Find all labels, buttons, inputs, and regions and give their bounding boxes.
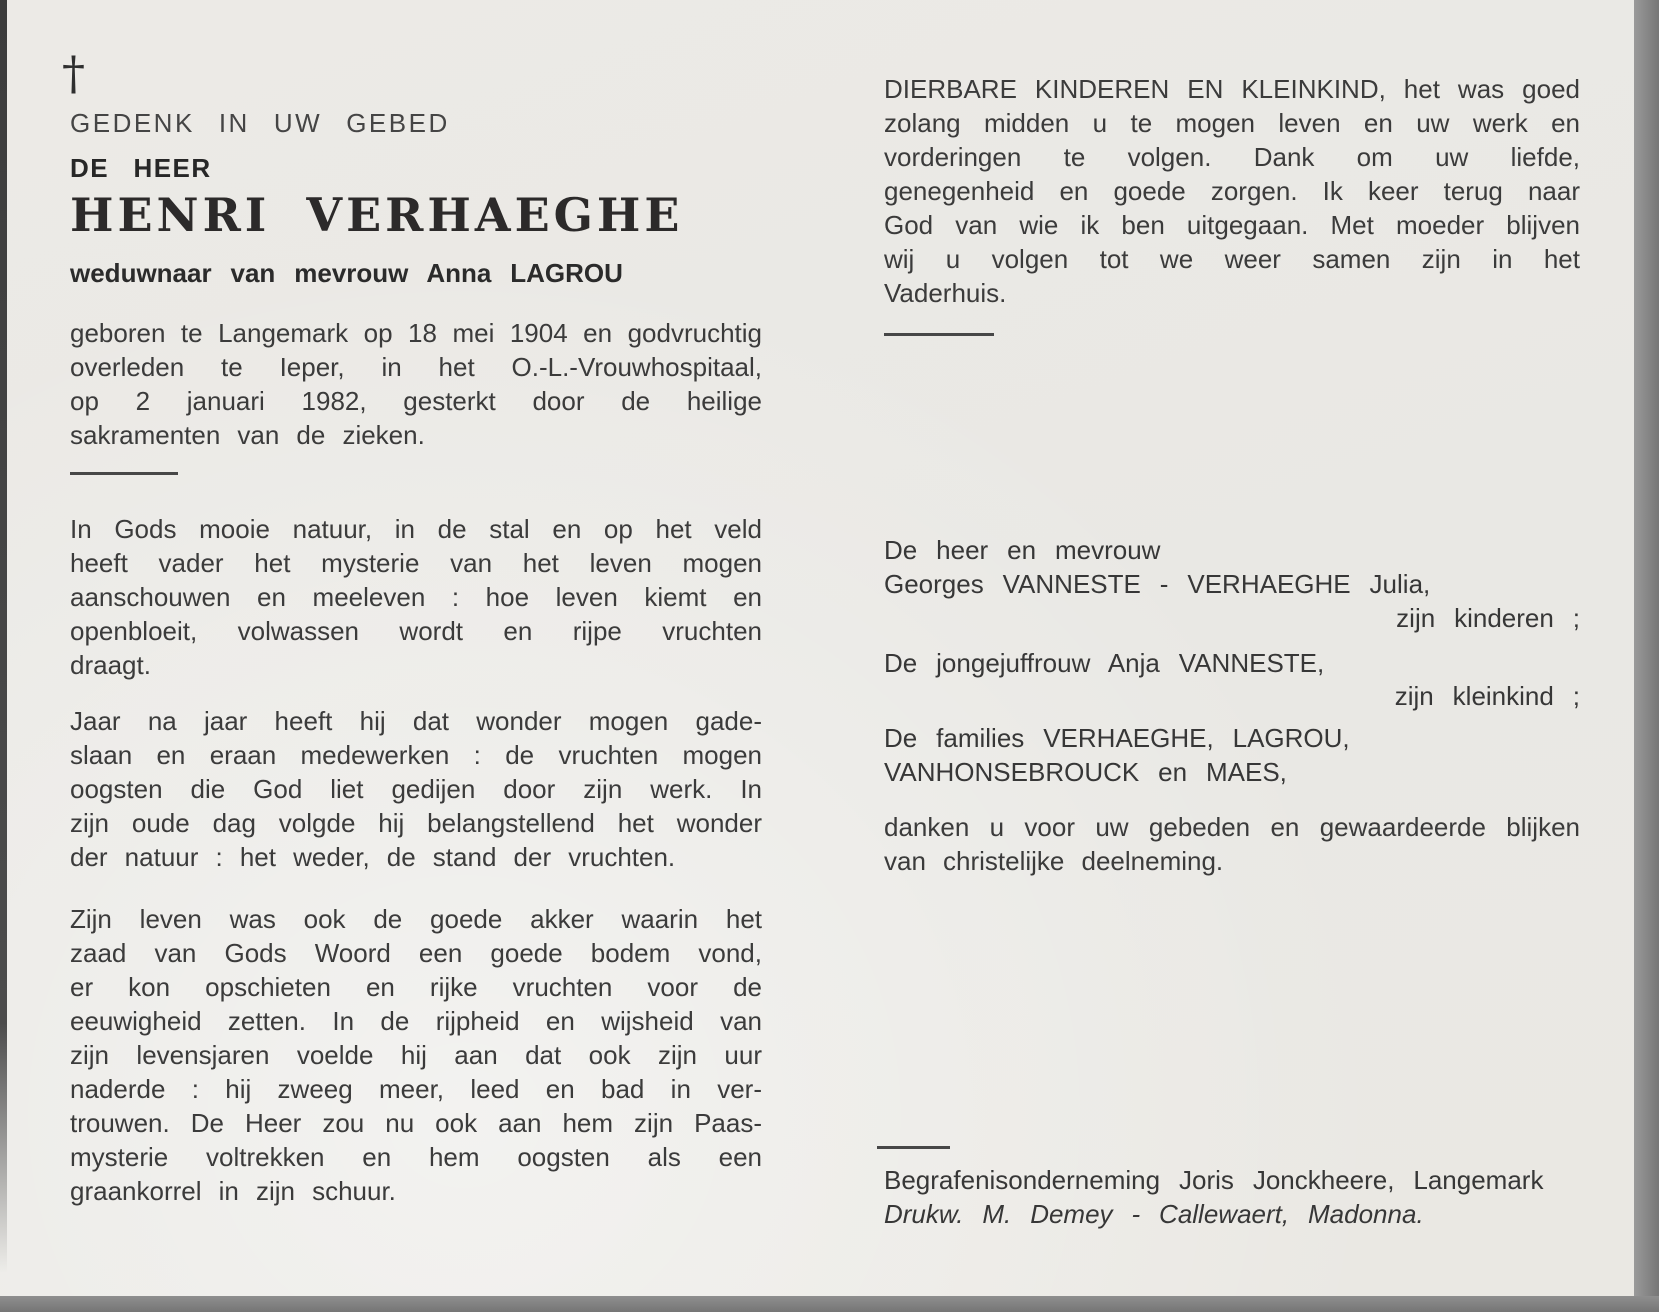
honorific: DE HEER xyxy=(70,153,212,183)
text-line: op 2 januari 1982, gesterkt door de heilige xyxy=(70,386,762,416)
text-line: In Gods mooie natuur, in de stal en op het veld xyxy=(70,514,762,544)
text-line: God van wie ik ben uitgegaan. Met moeder blijven xyxy=(884,210,1580,240)
text-line: oogsten die God liet gedijen door zijn werk. In xyxy=(70,774,762,804)
thanks-paragraph xyxy=(884,810,1580,878)
couple-names-line: Georges VANNESTE - VERHAEGHE Julia, xyxy=(884,569,1431,599)
meditation-paragraph-1 xyxy=(70,512,762,682)
couple-intro-line: De heer en mevrouw xyxy=(884,535,1161,565)
text-line: overleden te Ieper, in het O.-L.-Vrouwhospitaal, xyxy=(70,352,762,382)
deceased-name: HENRI VERHAEGHE xyxy=(70,188,684,242)
text-line: draagt. xyxy=(70,650,151,680)
text-line: heeft vader het mysterie van het leven mogen xyxy=(70,548,762,578)
meditation-paragraph-2 xyxy=(70,704,762,874)
text-line: sakramenten van de zieken. xyxy=(70,420,425,450)
grandchild-line: De jongejuffrouw Anja VANNESTE, xyxy=(884,648,1325,678)
text-line: genegenheid en goede zorgen. Ik keer terug naar xyxy=(884,176,1580,206)
life-dates-paragraph xyxy=(70,316,762,452)
families-line-1: De families VERHAEGHE, LAGROU, xyxy=(884,723,1350,753)
undertaker-line: Begrafenisonderneming Joris Jonckheere, Langemark xyxy=(884,1165,1544,1195)
text-line: zolang midden u te mogen leven en uw werk en xyxy=(884,108,1580,138)
text-line: zijn oude dag volgde hij belangstellend het wonder xyxy=(70,808,762,838)
prayer-kicker: GEDENK IN UW GEBED xyxy=(70,108,450,138)
text-line: zijn levensjaren voelde hij aan dat ook zijn uur xyxy=(70,1040,762,1070)
text-line: trouwen. De Heer zou nu ook aan hem zijn Paas- xyxy=(70,1108,762,1138)
text-line: slaan en eraan medewerken : de vruchten mogen xyxy=(70,740,762,770)
scan-border-right xyxy=(1634,0,1659,1312)
cross-icon: † xyxy=(62,46,85,100)
scan-border-bottom xyxy=(0,1296,1659,1312)
text-line: zaad van Gods Woord een goede bodem vond, xyxy=(70,938,762,968)
grandchild-relation-line: zijn kleinkind ; xyxy=(1394,681,1580,711)
text-line: vorderingen te volgen. Dank om uw liefde, xyxy=(884,142,1580,172)
text-line: naderde : hij zweeg meer, leed en bad in ver- xyxy=(70,1074,762,1104)
text-line: van christelijke deelneming. xyxy=(884,846,1224,876)
divider xyxy=(884,333,994,336)
text-line: er kon opschieten en rijke vruchten voor de xyxy=(70,972,762,1002)
footer-divider xyxy=(877,1146,950,1149)
meditation-paragraph-3 xyxy=(70,902,762,1208)
text-line: wij u volgen tot we weer samen zijn in het xyxy=(884,244,1580,274)
families-line-2: VANHONSEBROUCK en MAES, xyxy=(884,757,1287,787)
left-column xyxy=(62,0,762,1312)
text-line: aanschouwen en meeleven : hoe leven kiemt en xyxy=(70,582,762,612)
text-line: geboren te Langemark op 18 mei 1904 en godvruchtig xyxy=(70,318,762,348)
text-line: Jaar na jaar heeft hij dat wonder mogen gade- xyxy=(70,706,762,736)
text-line: Zijn leven was ook de goede akker waarin het xyxy=(70,904,762,934)
couple-relation-line: zijn kinderen ; xyxy=(1396,603,1580,633)
text-line: danken u voor uw gebeden en gewaardeerde blijken xyxy=(884,812,1580,842)
text-line: openbloeit, volwassen wordt en rijpe vruchten xyxy=(70,616,762,646)
printer-line: Drukw. M. Demey - Callewaert, Madonna. xyxy=(884,1199,1424,1229)
right-column xyxy=(884,0,1580,1312)
text-line: mysterie voltrekken en hem oogsten als een xyxy=(70,1142,762,1172)
text-line: eeuwigheid zetten. In de rijpheid en wijsheid van xyxy=(70,1006,762,1036)
farewell-paragraph xyxy=(884,72,1580,310)
scan-edge-left xyxy=(0,0,7,1312)
text-line: graankorrel in zijn schuur. xyxy=(70,1176,396,1206)
text-line: Vaderhuis. xyxy=(884,278,1007,308)
divider xyxy=(70,472,178,475)
widower-line: weduwnaar van mevrouw Anna LAGROU xyxy=(70,258,623,288)
text-line: DIERBARE KINDEREN EN KLEINKIND, het was goed xyxy=(884,74,1580,104)
text-line: der natuur : het weder, de stand der vruchten. xyxy=(70,842,676,872)
